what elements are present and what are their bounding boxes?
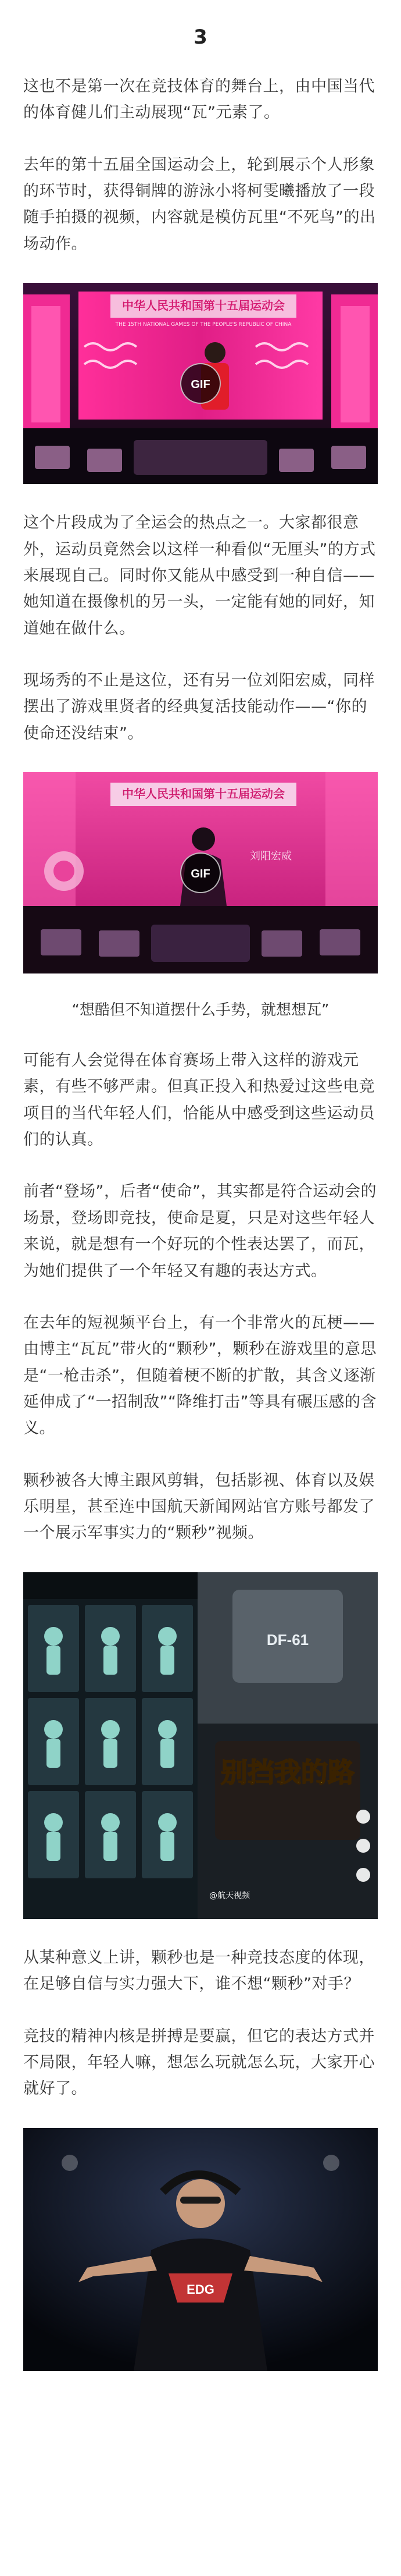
banner-text: 中华人民共和国第十五届运动会: [122, 299, 285, 313]
esports-player-scene: [23, 2128, 378, 2371]
paragraph-9: 从某种意义上讲，颗秒也是一种竞技态度的体现，在足够自信与实力强大下，谁不想“颗秒”对手？: [23, 1948, 375, 1994]
paragraph-1: 这也不是第一次在竞技体育的舞台上，由中国当代的体育健儿们主动展现“瓦”元素了。: [23, 77, 375, 122]
paragraph-6: 前者“登场”，后者“使命”，其实都是符合运动会的场景，登场即竞技，使命是夏，只是对这些年轻人来说，就是想有一个好玩的个性表达罢了，而瓦，为她们提供了一个年轻又有趣的表达方式。: [23, 1182, 377, 1280]
missile-label: DF-61: [266, 1630, 309, 1648]
banner-text-2: 中华人民共和国第十五届运动会: [122, 787, 285, 801]
esports-player-photo: [23, 2128, 378, 2371]
gif-badge[interactable]: GIF: [180, 363, 221, 404]
paragraph-5: 可能有人会觉得在体育赛场上带入这样的游戏元素，有些不够严肃。但真正投入和热爱过这些电竞项目的当代年轻人们，恰能从中感受到这些运动员们的认真。: [23, 1051, 375, 1149]
sage-pose-gif[interactable]: [23, 772, 378, 973]
paragraph-7: 在去年的短视频平台上，有一个非常火的瓦梗——由博主“瓦瓦”带火的“颗秒”，颗秒在游戏里的意思是“一枪击杀”，但随着梗不断的扩散，其含义逐渐延伸成了“一招制敌”“降维打击”等具有碾压感的含义。: [23, 1313, 377, 1438]
banner-sub: THE 15TH NATIONAL GAMES OF THE PEOPLE'S REPUBLIC OF CHINA: [115, 322, 292, 328]
paragraph-2: 去年的第十五届全国运动会上，轮到展示个人形象的环节时，获得铜牌的游泳小将柯雯曦播放了一段随手拍摄的视频，内容就是模仿瓦里“不死鸟”的出场动作。: [23, 155, 376, 253]
jersey-text: EDG: [187, 2282, 214, 2297]
paragraph-8: 颗秒被各大博主跟风剪辑，包括影视、体育以及娱乐明星，甚至连中国航天新闻网站官方账号都发了一个展示军事实力的“颗秒”视频。: [23, 1471, 375, 1543]
image-caption: “想酷但不知道摆什么手势，就想想瓦”: [71, 1001, 330, 1019]
sticker-text: 别挡我的路: [221, 1756, 355, 1788]
meme-collage-scene: [23, 1572, 378, 1919]
paragraph-10: 竞技的精神内核是拼搏是要赢，但它的表达方式并不局限，年轻人嘛，想怎么玩就怎么玩，大家开心就好了。: [23, 2027, 375, 2098]
name-tag: 刘阳宏威: [250, 850, 292, 863]
headshot-meme-collage[interactable]: [23, 1572, 378, 1919]
swimmer-stage-gif[interactable]: [23, 283, 378, 484]
paragraph-3: 这个片段成为了全运会的热点之一。大家都很意外，运动员竟然会以这样一种看似“无厘头”的方式来展现自己。同时你又能从中感受到一种自信——她知道在摄像机的另一头，一定能有她的同好，知道她在做什么。: [23, 514, 376, 638]
channel-name: @航天视频: [209, 1891, 250, 1900]
paragraph-4: 现场秀的不止是这位，还有另一位刘阳宏威，同样摆出了游戏里贤者的经典复活技能动作——“你的使命还没结束”。: [23, 671, 375, 742]
section-number: 3: [194, 26, 207, 49]
gif-badge[interactable]: GIF: [180, 852, 221, 893]
